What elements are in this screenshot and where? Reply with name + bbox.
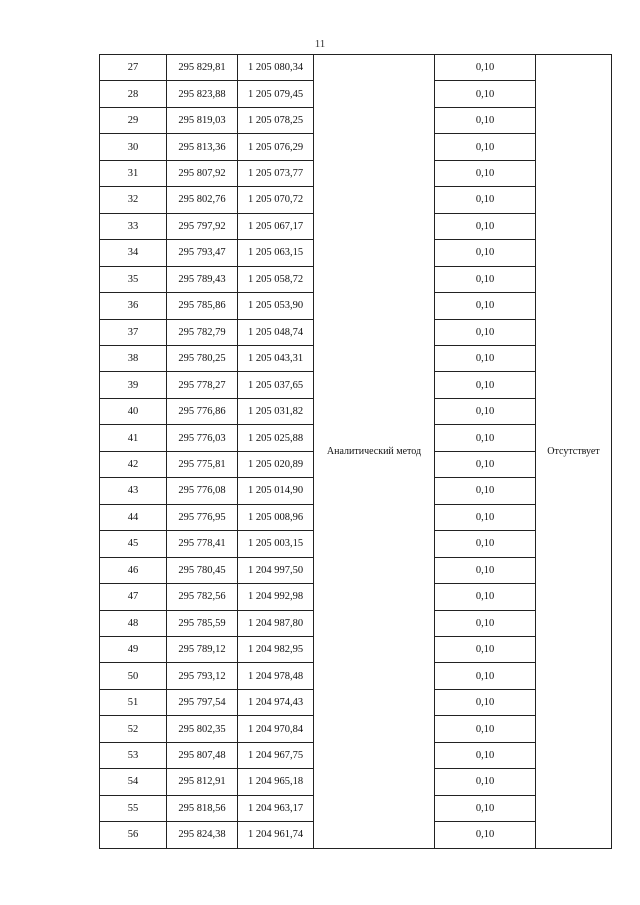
coordinates-table — [99, 54, 612, 849]
error-value-cell: 0,10 — [435, 478, 536, 504]
y-coordinate-cell: 1 205 053,90 — [238, 293, 314, 319]
x-coordinate-cell: 295 823,88 — [167, 81, 238, 107]
y-coordinate-cell: 1 205 020,89 — [238, 451, 314, 477]
point-number-cell: 45 — [100, 531, 167, 557]
point-number-cell: 51 — [100, 689, 167, 715]
y-coordinate-cell: 1 205 079,45 — [238, 81, 314, 107]
point-number-cell: 36 — [100, 293, 167, 319]
point-number-cell: 49 — [100, 636, 167, 662]
error-value-cell: 0,10 — [435, 107, 536, 133]
error-value-cell: 0,10 — [435, 610, 536, 636]
x-coordinate-cell: 295 785,86 — [167, 293, 238, 319]
y-coordinate-cell: 1 205 063,15 — [238, 240, 314, 266]
y-coordinate-cell: 1 204 970,84 — [238, 716, 314, 742]
point-number-cell: 41 — [100, 425, 167, 451]
y-coordinate-cell: 1 204 987,80 — [238, 610, 314, 636]
error-value-cell: 0,10 — [435, 636, 536, 662]
error-value-cell: 0,10 — [435, 81, 536, 107]
x-coordinate-cell: 295 789,12 — [167, 636, 238, 662]
point-number-cell: 27 — [100, 55, 167, 81]
x-coordinate-cell: 295 802,76 — [167, 187, 238, 213]
point-number-cell: 47 — [100, 584, 167, 610]
x-coordinate-cell: 295 802,35 — [167, 716, 238, 742]
error-value-cell: 0,10 — [435, 187, 536, 213]
error-value-cell: 0,10 — [435, 795, 536, 821]
x-coordinate-cell: 295 793,47 — [167, 240, 238, 266]
point-number-cell: 31 — [100, 160, 167, 186]
y-coordinate-cell: 1 204 963,17 — [238, 795, 314, 821]
error-value-cell: 0,10 — [435, 689, 536, 715]
point-number-cell: 34 — [100, 240, 167, 266]
y-coordinate-cell: 1 205 076,29 — [238, 134, 314, 160]
error-value-cell: 0,10 — [435, 425, 536, 451]
y-coordinate-cell: 1 205 003,15 — [238, 531, 314, 557]
point-number-cell: 50 — [100, 663, 167, 689]
x-coordinate-cell: 295 776,95 — [167, 504, 238, 530]
x-coordinate-cell: 295 829,81 — [167, 55, 238, 81]
error-value-cell: 0,10 — [435, 372, 536, 398]
error-value-cell: 0,10 — [435, 293, 536, 319]
y-coordinate-cell: 1 205 043,31 — [238, 345, 314, 371]
point-number-cell: 39 — [100, 372, 167, 398]
point-number-cell: 32 — [100, 187, 167, 213]
x-coordinate-cell: 295 782,56 — [167, 584, 238, 610]
error-value-cell: 0,10 — [435, 663, 536, 689]
x-coordinate-cell: 295 776,08 — [167, 478, 238, 504]
y-coordinate-cell: 1 205 067,17 — [238, 213, 314, 239]
error-value-cell: 0,10 — [435, 531, 536, 557]
error-value-cell: 0,10 — [435, 319, 536, 345]
error-value-cell: 0,10 — [435, 557, 536, 583]
x-coordinate-cell: 295 807,92 — [167, 160, 238, 186]
description-cell: Отсутствует — [536, 55, 612, 849]
x-coordinate-cell: 295 778,27 — [167, 372, 238, 398]
x-coordinate-cell: 295 797,54 — [167, 689, 238, 715]
point-number-cell: 53 — [100, 742, 167, 768]
error-value-cell: 0,10 — [435, 240, 536, 266]
error-value-cell: 0,10 — [435, 716, 536, 742]
x-coordinate-cell: 295 812,91 — [167, 769, 238, 795]
x-coordinate-cell: 295 776,86 — [167, 398, 238, 424]
method-cell: Аналитический метод — [314, 55, 435, 849]
error-value-cell: 0,10 — [435, 504, 536, 530]
point-number-cell: 52 — [100, 716, 167, 742]
x-coordinate-cell: 295 776,03 — [167, 425, 238, 451]
error-value-cell: 0,10 — [435, 451, 536, 477]
point-number-cell: 54 — [100, 769, 167, 795]
x-coordinate-cell: 295 775,81 — [167, 451, 238, 477]
x-coordinate-cell: 295 793,12 — [167, 663, 238, 689]
y-coordinate-cell: 1 205 058,72 — [238, 266, 314, 292]
x-coordinate-cell: 295 780,45 — [167, 557, 238, 583]
point-number-cell: 56 — [100, 822, 167, 848]
x-coordinate-cell: 295 807,48 — [167, 742, 238, 768]
point-number-cell: 48 — [100, 610, 167, 636]
x-coordinate-cell: 295 778,41 — [167, 531, 238, 557]
y-coordinate-cell: 1 205 008,96 — [238, 504, 314, 530]
error-value-cell: 0,10 — [435, 345, 536, 371]
y-coordinate-cell: 1 205 070,72 — [238, 187, 314, 213]
x-coordinate-cell: 295 819,03 — [167, 107, 238, 133]
page-number: 11 — [314, 38, 326, 50]
y-coordinate-cell: 1 204 961,74 — [238, 822, 314, 848]
table-row — [100, 55, 612, 81]
y-coordinate-cell: 1 205 031,82 — [238, 398, 314, 424]
x-coordinate-cell: 295 789,43 — [167, 266, 238, 292]
error-value-cell: 0,10 — [435, 769, 536, 795]
error-value-cell: 0,10 — [435, 160, 536, 186]
point-number-cell: 44 — [100, 504, 167, 530]
point-number-cell: 28 — [100, 81, 167, 107]
x-coordinate-cell: 295 782,79 — [167, 319, 238, 345]
y-coordinate-cell: 1 205 080,34 — [238, 55, 314, 81]
point-number-cell: 29 — [100, 107, 167, 133]
point-number-cell: 55 — [100, 795, 167, 821]
error-value-cell: 0,10 — [435, 742, 536, 768]
y-coordinate-cell: 1 204 992,98 — [238, 584, 314, 610]
y-coordinate-cell: 1 204 982,95 — [238, 636, 314, 662]
y-coordinate-cell: 1 204 978,48 — [238, 663, 314, 689]
error-value-cell: 0,10 — [435, 134, 536, 160]
x-coordinate-cell: 295 824,38 — [167, 822, 238, 848]
error-value-cell: 0,10 — [435, 55, 536, 81]
error-value-cell: 0,10 — [435, 266, 536, 292]
point-number-cell: 40 — [100, 398, 167, 424]
point-number-cell: 30 — [100, 134, 167, 160]
point-number-cell: 37 — [100, 319, 167, 345]
y-coordinate-cell: 1 205 014,90 — [238, 478, 314, 504]
error-value-cell: 0,10 — [435, 398, 536, 424]
x-coordinate-cell: 295 813,36 — [167, 134, 238, 160]
point-number-cell: 35 — [100, 266, 167, 292]
x-coordinate-cell: 295 797,92 — [167, 213, 238, 239]
y-coordinate-cell: 1 205 073,77 — [238, 160, 314, 186]
x-coordinate-cell: 295 785,59 — [167, 610, 238, 636]
y-coordinate-cell: 1 204 967,75 — [238, 742, 314, 768]
y-coordinate-cell: 1 205 078,25 — [238, 107, 314, 133]
y-coordinate-cell: 1 205 037,65 — [238, 372, 314, 398]
point-number-cell: 33 — [100, 213, 167, 239]
point-number-cell: 38 — [100, 345, 167, 371]
y-coordinate-cell: 1 205 048,74 — [238, 319, 314, 345]
point-number-cell: 42 — [100, 451, 167, 477]
y-coordinate-cell: 1 205 025,88 — [238, 425, 314, 451]
point-number-cell: 46 — [100, 557, 167, 583]
error-value-cell: 0,10 — [435, 213, 536, 239]
x-coordinate-cell: 295 818,56 — [167, 795, 238, 821]
y-coordinate-cell: 1 204 997,50 — [238, 557, 314, 583]
x-coordinate-cell: 295 780,25 — [167, 345, 238, 371]
error-value-cell: 0,10 — [435, 822, 536, 848]
y-coordinate-cell: 1 204 974,43 — [238, 689, 314, 715]
error-value-cell: 0,10 — [435, 584, 536, 610]
y-coordinate-cell: 1 204 965,18 — [238, 769, 314, 795]
coordinates-table-body — [100, 55, 612, 849]
point-number-cell: 43 — [100, 478, 167, 504]
